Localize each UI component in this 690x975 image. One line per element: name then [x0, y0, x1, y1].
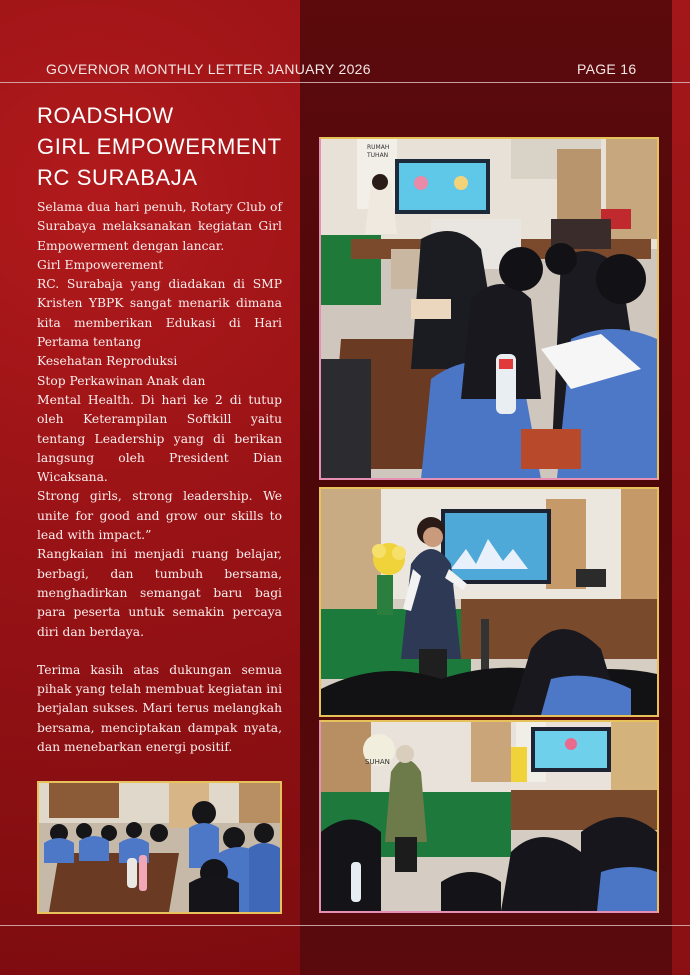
- speaker-photo-image: [321, 722, 657, 911]
- paragraph: Kesehatan Reproduksi: [37, 354, 178, 369]
- footer-rule: [0, 925, 690, 926]
- paragraph: Strong girls, strong leadership. We unite for good and grow our skills to lead with impact.”: [37, 489, 282, 543]
- audience-photo-image: [39, 783, 280, 912]
- audience-photo: [37, 781, 282, 914]
- paragraph: Girl Empowerement: [37, 257, 164, 272]
- right-edge-strip: [672, 0, 690, 975]
- newsletter-title: GOVERNOR MONTHLY LETTER JANUARY 2026: [46, 61, 371, 77]
- classroom-photo-1: [319, 137, 659, 480]
- header-rule: [0, 82, 690, 83]
- banner-text: RUMAH: [367, 144, 390, 151]
- title-line: ROADSHOW: [37, 103, 174, 128]
- paragraph: Stop Perkawinan Anak dan: [37, 373, 206, 388]
- paragraph: Selama dua hari penuh, Rotary Club of Surabaya melaksanakan kegiatan Girl Empowerment dengan lancar.: [37, 200, 282, 253]
- banner-text: SUHAN: [365, 758, 390, 766]
- presenter-photo: [319, 487, 659, 717]
- paragraph: Rangkaian ini menjadi ruang belajar, berbagi, dan tumbuh bersama, menghadirkan semangat baru bagi para peserta untuk semakin percaya diri dan berdaya.: [37, 547, 282, 639]
- title-line: RC SURABAJA: [37, 165, 198, 190]
- paragraph: RC. Surabaja yang diadakan di SMP Kristen YBPK sangat menarik dimana kita memberikan Edukasi di Hari Pertama tentang: [37, 277, 282, 350]
- title-line: GIRL EMPOWERMENT: [37, 134, 282, 159]
- speaker-photo: [319, 720, 659, 913]
- banner-text: TUHAN: [367, 152, 389, 159]
- article-title: [37, 100, 287, 193]
- paragraph: Mental Health. Di hari ke 2 di tutup oleh Keterampilan Softkill yaitu tentang Leadership yang di berikan langsung oleh President Dian Wicaksana.: [37, 392, 282, 485]
- paragraph: Terima kasih atas dukungan semua pihak yang telah membuat kegiatan ini berjalan sukses. Mari terus melangkah bersama, menciptakan dampak nyata, dan menebarkan energi positif.: [37, 662, 282, 755]
- presenter-photo-image: [321, 489, 657, 715]
- page-number: PAGE 16: [577, 61, 637, 77]
- article-body: [37, 198, 282, 757]
- classroom-photo-1-image: [321, 139, 657, 478]
